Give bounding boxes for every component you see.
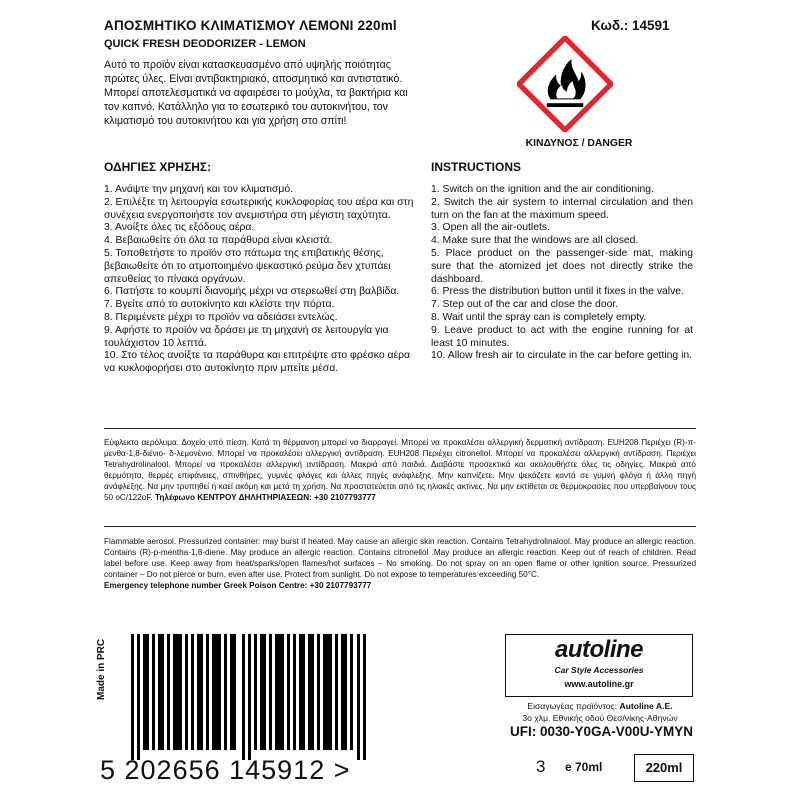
list-item: 3. Open all the air-outlets. bbox=[431, 222, 550, 234]
warnings-english bbox=[104, 536, 696, 591]
brand-website: www.autoline.gr bbox=[564, 679, 634, 689]
danger-label: ΚΙΝΔΥΝΟΣ / DANGER bbox=[525, 138, 633, 149]
divider bbox=[104, 526, 696, 527]
volume-estimated: e 70ml bbox=[565, 760, 603, 774]
list-item: 8. Wait until the spray can is completely empty. bbox=[431, 311, 647, 323]
list-item: 2. Switch the air system to internal circulation and then turn on the fan at the maximum speed. bbox=[431, 196, 693, 221]
list-item: 6. Πατήστε το κουμπί διανομής μέχρι να στερεωθεί στη βαλβίδα. bbox=[104, 286, 400, 298]
emergency-phone-english: Emergency telephone number Greek Poison Centre: +30 2107793777 bbox=[104, 581, 372, 590]
list-item: 9. Αφήστε το προϊόν να δράσει με τη μηχανή σε λειτουργία για τουλάχιστον 10 λεπτά. bbox=[104, 324, 389, 349]
importer-name: Autoline A.E. bbox=[619, 701, 673, 711]
list-item: 7. Step out of the car and close the door. bbox=[431, 299, 619, 311]
list-item: 6. Press the distribution button until it fixes in the valve. bbox=[431, 286, 684, 298]
warnings-greek bbox=[104, 437, 696, 503]
brand-name: autoline bbox=[554, 636, 643, 663]
list-item: 1. Switch on the ignition and the air conditioning. bbox=[431, 184, 654, 195]
instructions-list-english bbox=[431, 184, 693, 363]
instructions-heading-greek: ΟΔΗΓΙΕΣ ΧΡΗΣΗΣ: bbox=[104, 160, 212, 174]
ufi-code: UFI: 0030-Y0GA-V00U-YMYN bbox=[510, 724, 694, 739]
volume-box: 220ml bbox=[634, 754, 694, 782]
list-item: 1. Ανάψτε την μηχανή και τον κλιματισμό. bbox=[104, 184, 293, 195]
list-item: 5. Τοποθετήστε το προϊόν στο πάτωμα της επιβατικής θέσης, βεβαιωθείτε ότι το ατμοποιημένο ψεκαστικό ρεύμα δεν χτυπάει απευθείας το πίνακα οργάνων. bbox=[104, 247, 391, 285]
barcode-icon bbox=[131, 634, 367, 760]
intro-description: Αυτό το προϊόν είναι κατασκευασμένο από υψηλής ποιότητας πρώτες ύλες. Είναι αντιβακτηριακό, αποσμητικό και αντιστατικό. Μπορεί αποτελεσματικά να αφαιρέσει το μούχλα, τα βακτήρια και τον καπνό. Κατάλληλο για το εσωτερικό του αυτοκινήτου, τον κλιματισμό του αυτοκινήτου και για χρήση στο σπίτι! bbox=[104, 59, 408, 127]
barcode-number: 5 202656 145912 > bbox=[100, 755, 351, 785]
product-title-english: QUICK FRESH DEODORIZER - LEMON bbox=[104, 38, 306, 50]
list-item: 5. Place product on the passenger-side mat, making sure that the atomized jet does not directly strike the dashboard. bbox=[431, 247, 693, 285]
importer-address: 3o χλμ. Εθνικής οδού Θεσ/νίκης-Αθηνών bbox=[522, 713, 678, 723]
list-item: 4. Make sure that the windows are all closed. bbox=[431, 235, 639, 247]
list-item: 10. Στο τέλος ανοίξτε τα παράθυρα και επιτρέψτε στο φρέσκο αέρα να κυκλοφορήσει στο αυτοκίνητο πριν μπείτε μέσα. bbox=[104, 350, 411, 375]
list-item: 2. Επιλέξτε τη λειτουργία εσωτερικής κυκλοφορίας του αέρα και στη συνέχεια ενεργοποιήστε τον ανεμιστήρα στη μέγιστη ταχύτητα. bbox=[104, 196, 414, 221]
list-item: 4. Βεβαιωθείτε ότι όλα τα παράθυρα είναι κλειστά. bbox=[104, 235, 333, 247]
flame-pictogram-icon bbox=[517, 36, 613, 132]
list-item: 7. Βγείτε από το αυτοκίνητο και κλείστε την πόρτα. bbox=[104, 299, 335, 311]
list-item: 3. Ανοίξτε όλες τις εξόδους αέρα. bbox=[104, 222, 255, 234]
importer-label: Εισαγωγέας προϊόντος: bbox=[527, 701, 618, 711]
importer-info bbox=[505, 700, 695, 724]
list-item: 8. Περιμένετε μέχρι το προϊόν να αδειάσει εντελώς. bbox=[104, 311, 338, 323]
reversed-epsilon-icon: 3 bbox=[536, 757, 546, 776]
warnings-greek-text: Εύφλεκτο αερόλυμα. Δοχείο υπό πίεση. Κατά τη θέρμανση μπορεί να διαρραγεί. Μπορεί να προκαλέσει αλλεργική δερματική αντίδραση. EUH208 Περιέχει (R)-π-μενθα-1,8-διένιο- δ-λεμονένιο. Μπορεί να προκαλέσει αλλεργική αντίδραση. EUH208 Περιέχει citronellol. Μπορεί να προκαλέσει αλλεργική αντίδραση. Περιέχει Tetrahydrolinalool. Μπορεί να προκαλέσει αλλεργική αντίδραση. Μακριά από παιδιά. Διαβάστε προσεκτικά και ακολουθήστε όλες τις οδηγίες. Μακριά από θερμότητα, θερμές επιφάνειες, σπινθήρες, γυμνές φλόγες και άλλες πηγές ανάφλεξης. Μην καπνίζετε. Μην ψεκάζετε κοντά σε γυμνή φλόγα ή άλλη πηγή ανάφλεξης. Να μην τρυπηθεί ή καεί ακόμη και μετά τη χρήση. Να προστατεύεται από τις ηλιακές ακτίνες. Να μην εκτίθεται σε θερμοκρασίες που υπερβαίνουν τους 50 oC/122oF. bbox=[104, 438, 696, 502]
brand-tagline: Car Style Accessories bbox=[554, 665, 644, 675]
instructions-heading-english: INSTRUCTIONS bbox=[431, 160, 521, 174]
made-in-label: Made in PRC bbox=[96, 638, 107, 700]
product-code: Κωδ.: 14591 bbox=[591, 18, 670, 33]
product-title-greek: ΑΠΟΣΜΗΤΙΚΟ ΚΛΙΜΑΤΙΣΜΟΥ ΛΕΜΟΝΙ 220ml bbox=[104, 18, 397, 33]
brand-logo bbox=[505, 634, 693, 697]
list-item: 10. Allow fresh air to circulate in the car before getting in. bbox=[431, 350, 693, 362]
emergency-phone-greek: Τηλέφωνο ΚΕΝΤΡΟΥ ΔΗΛΗΤΗΡΙΑΣΕΩΝ: +30 2107793777 bbox=[155, 493, 376, 502]
list-item: 9. Leave product to act with the engine running for at least 10 minutes. bbox=[431, 324, 693, 349]
instructions-list-greek bbox=[104, 184, 419, 376]
divider bbox=[104, 428, 696, 429]
warnings-english-text: Flammable aerosol. Pressurized container: may burst if heated. May cause an allergic skin reaction. Contains Tetrahydrolinalool. May produce an allergic reaction. Contains (R)-p-mentha-1,8-diene. May produce an allergic reaction. Contains citronellol .May produce an allergic reaction. Keep out of reach of children. Read label before use. Keep away from heat/sparks/open flames/hot surfaces – No smoking. Do not spray on an open flame or other ignition source. Pressurized container – Do not pierce or burn, even after use. Protect from sunlight. Do not expose to temperatures exceeding 50°C. bbox=[104, 537, 696, 579]
